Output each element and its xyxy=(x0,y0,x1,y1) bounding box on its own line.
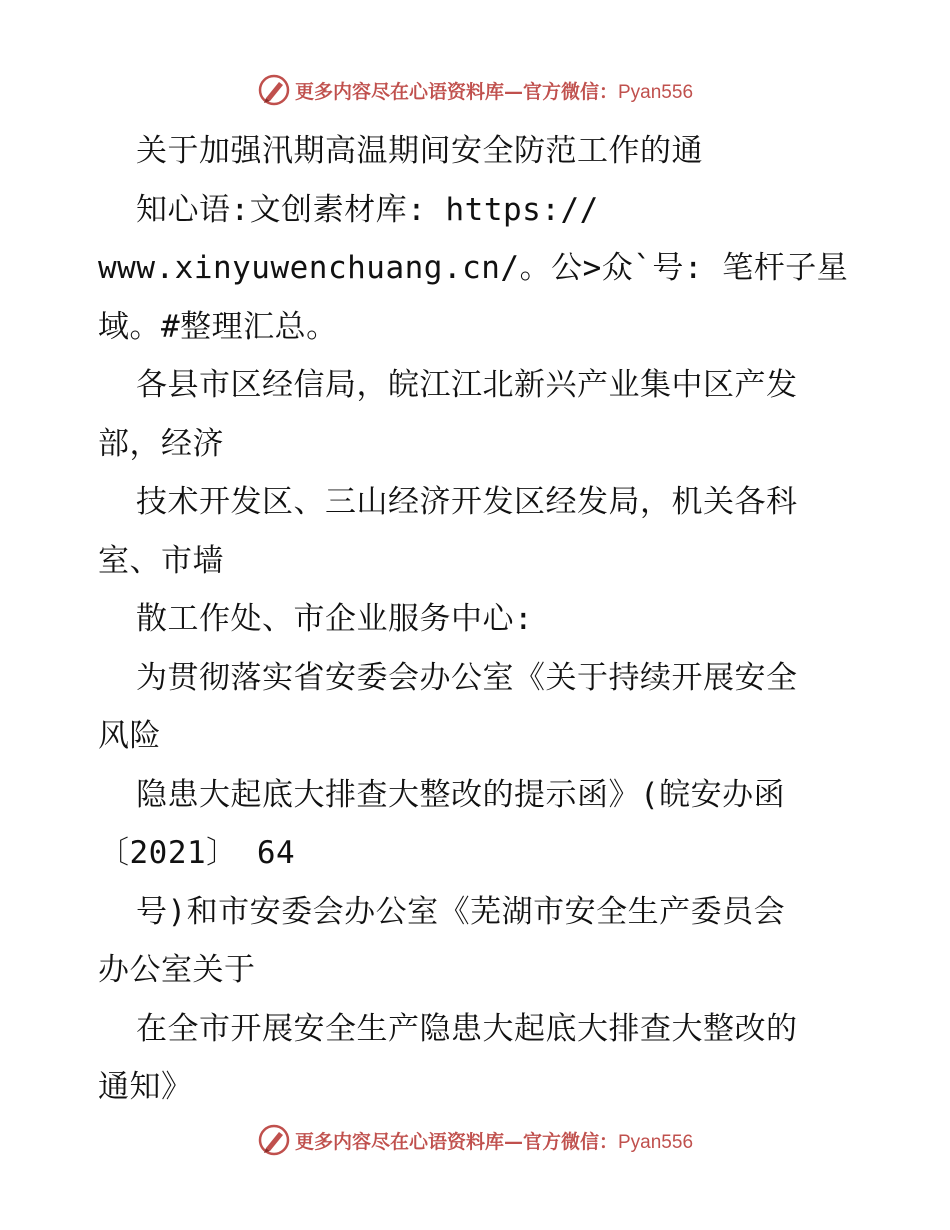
text-line: 风险 xyxy=(98,718,161,754)
watermark-handle: Pyan556 xyxy=(618,1131,694,1153)
header-watermark xyxy=(0,68,950,112)
watermark-dash: — xyxy=(503,80,523,103)
text-line: 散工作处、市企业服务中心: xyxy=(136,601,534,637)
text-line: 为贯彻落实省安委会办公室《关于持续开展安全 xyxy=(136,659,798,696)
watermark-handle: Pyan556 xyxy=(618,81,694,103)
pen-logo-icon xyxy=(257,1123,291,1157)
text-line: 关于加强汛期高温期间安全防范工作的通 xyxy=(136,133,703,169)
text-line: 室、市墙 xyxy=(98,542,224,579)
text-line: 知心语:文创素材库: https:// xyxy=(136,191,599,228)
pen-logo-icon xyxy=(257,73,291,107)
text-line: 域。#整理汇总。 xyxy=(98,308,338,345)
text-line: 在全市开展安全生产隐患大起底大排查大整改的 xyxy=(136,1010,798,1047)
footer-watermark xyxy=(0,1118,950,1162)
text-line: www.xinyuwenchuang.cn/。公>众`号: 笔杆子星 xyxy=(98,250,849,286)
text-line: 办公室关于 xyxy=(98,952,256,988)
watermark-official: 官方微信： xyxy=(522,80,618,103)
watermark-text xyxy=(295,1127,693,1154)
text-line: 各县市区经信局，皖江江北新兴产业集中区产发 xyxy=(136,367,798,403)
text-line: 隐患大起底大排查大整改的提示函》(皖安办函 xyxy=(136,776,786,813)
text-line: 〔2021〕 64 xyxy=(98,835,296,871)
text-line: 号)和市安委会办公室《芜湖市安全生产委员会 xyxy=(136,893,786,930)
watermark-official: 官方微信： xyxy=(522,1130,618,1153)
watermark-text xyxy=(295,77,693,104)
watermark-main: 更多内容尽在心语资料库 xyxy=(294,80,504,103)
watermark-dash: — xyxy=(503,1130,523,1153)
text-line: 部，经济 xyxy=(98,425,224,462)
text-line: 通知》 xyxy=(98,1069,193,1105)
document-body xyxy=(98,122,858,1117)
text-line: 技术开发区、三山经济开发区经发局，机关各科 xyxy=(136,484,798,520)
watermark-main: 更多内容尽在心语资料库 xyxy=(294,1130,504,1153)
